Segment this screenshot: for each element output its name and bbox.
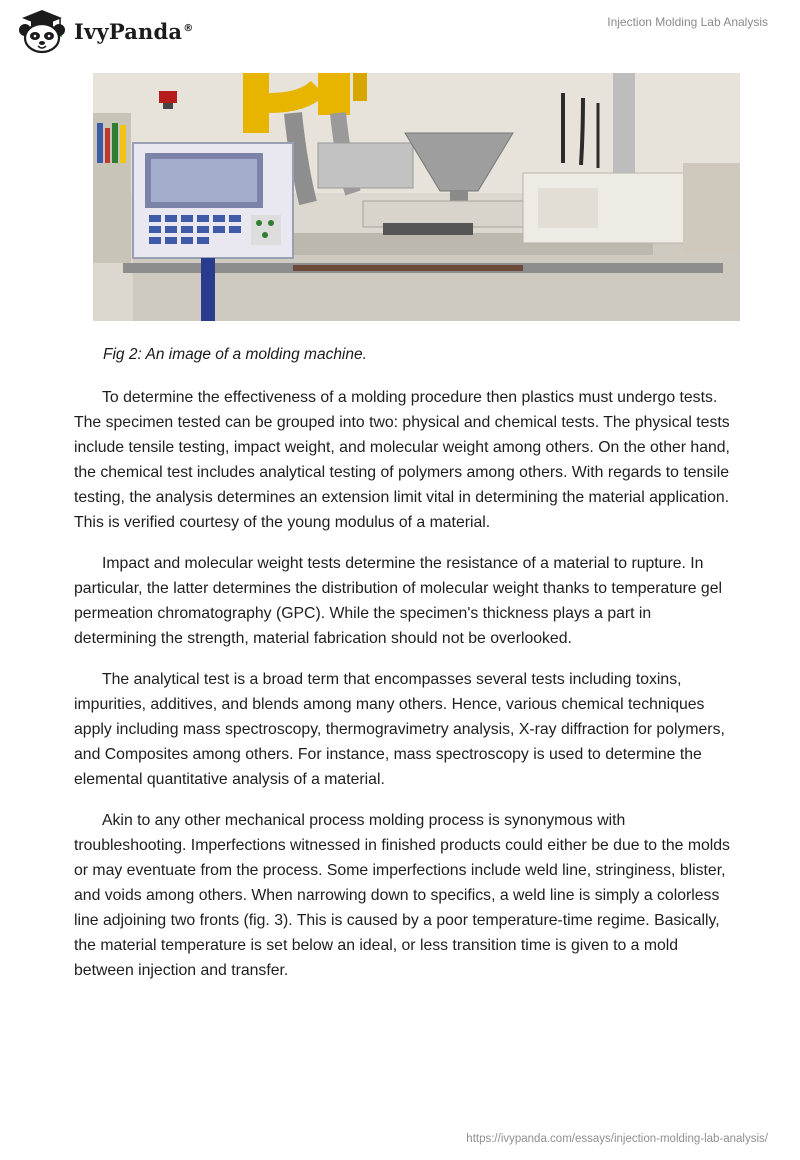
brand-name: IvyPanda® (74, 18, 194, 44)
panda-graduate-icon (16, 8, 68, 54)
figure-caption: Fig 2: An image of a molding machine. (103, 346, 367, 363)
paragraph: Impact and molecular weight tests determine the resistance of a material to rupture. In particular, the latter determines the distribution of molecular weight thanks to temperature gel permeation chromatography (GPC). While the specimen's thickness plays a part in determining the strength, material fabrication should not be overlooked. (74, 555, 723, 647)
essay-body (74, 385, 734, 999)
page-header (0, 0, 800, 60)
document-title: Injection Molding Lab Analysis (607, 15, 768, 29)
paragraph: Akin to any other mechanical process molding process is synonymous with troubleshooting. Imperfections witnessed in finished products could either be due to the molds or may eventuate from the process. Some imperfections include weld line, stringiness, blister, and voids among others. When narrowing down to specifics, a weld line is simply a colorless line adjoining two fronts (fig. 3). This is caused by a poor temperature-time regime. Basically, the material temperature is set below an ideal, or less transition time is given to a mold between injection and transfer. (74, 812, 730, 979)
molding-machine-photo (93, 73, 740, 321)
paragraph: The analytical test is a broad term that encompasses several tests including toxins, impurities, additives, and blends among many others. Hence, various chemical techniques apply including mass spectroscopy, thermogravimetry analysis, X-ray diffraction for polymers, and Composites among others. For instance, mass spectroscopy is used to determine the elemental quantitative analysis of a material. (74, 671, 725, 788)
molding-machine-image-icon (93, 73, 740, 321)
paragraph: To determine the effectiveness of a molding procedure then plastics must undergo tests. The specimen tested can be grouped into two: physical and chemical tests. The physical tests include tensile testing, impact weight, and molecular weight among others. On the other hand, the chemical test includes analytical testing of polymers among others. With regards to tensile testing, the analysis determines an extension limit vital in determining the material application. This is verified courtesy of the young modulus of a material. (74, 389, 730, 531)
ivypanda-logo[interactable] (16, 8, 193, 54)
source-url-link[interactable]: https://ivypanda.com/essays/injection-molding-lab-analysis/ (466, 1133, 768, 1145)
